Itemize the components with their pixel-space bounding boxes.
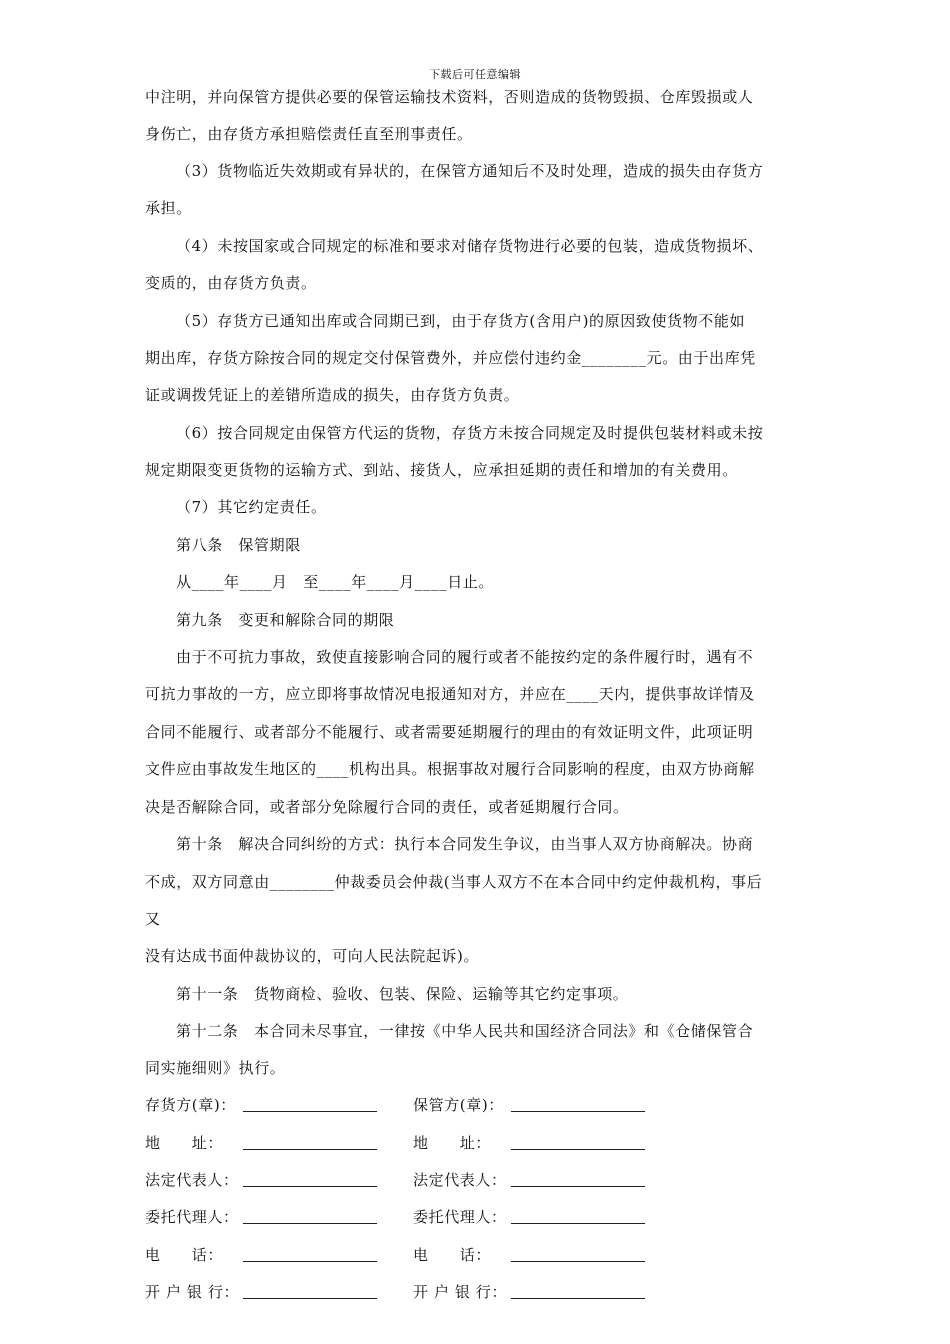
signature-label: 委托代理人： bbox=[413, 1208, 507, 1226]
paragraph-line: （5）存货方已通知出库或合同期已到，由于存货方(含用户)的原因致使货物不能如 bbox=[176, 312, 746, 330]
signature-field bbox=[413, 1133, 653, 1157]
paragraph-line: 决是否解除合同，或者部分免除履行合同的责任，或者延期履行合同。 bbox=[145, 798, 629, 816]
signature-label: 法定代表人： bbox=[145, 1171, 239, 1189]
signature-label: 存货方(章)： bbox=[145, 1096, 236, 1114]
paragraph-line: 没有达成书面仲裁协议的，可向人民法院起诉)。 bbox=[145, 947, 480, 965]
paragraph-line: 规定期限变更货物的运输方式、到站、接货人，应承担延期的责任和增加的有关费用。 bbox=[145, 461, 738, 479]
signature-blank-line bbox=[243, 1149, 377, 1150]
paragraph-line: 证或调拨凭证上的差错所造成的损失，由存货方负责。 bbox=[145, 386, 520, 404]
paragraph-line: （3）货物临近失效期或有异状的，在保管方通知后不及时处理，造成的损失由存货方 bbox=[176, 162, 764, 180]
section-heading: 第八条 保管期限 bbox=[176, 536, 301, 554]
page-header: 下载后可任意编辑 bbox=[429, 68, 521, 81]
paragraph-line: 中注明，并向保管方提供必要的保管运输技术资料，否则造成的货物毁损、仓库毁损或人 bbox=[145, 88, 754, 106]
paragraph-line: 变质的，由存货方负责。 bbox=[145, 274, 317, 292]
signature-label: 法定代表人： bbox=[413, 1171, 507, 1189]
signature-label: 地 址： bbox=[413, 1134, 492, 1152]
signature-field bbox=[145, 1170, 385, 1194]
signature-label: 电 话： bbox=[413, 1246, 492, 1264]
signature-blank-line bbox=[511, 1186, 645, 1187]
signature-label: 委托代理人： bbox=[145, 1208, 239, 1226]
paragraph-line: 合同不能履行、或者部分不能履行、或者需要延期履行的理由的有效证明文件，此项证明 bbox=[145, 723, 754, 741]
paragraph-line: 由于不可抗力事故，致使直接影响合同的履行或者不能按约定的条件履行时，遇有不 bbox=[176, 648, 754, 666]
signature-blank-line bbox=[243, 1223, 377, 1224]
signature-blank-line bbox=[511, 1261, 645, 1262]
signature-field bbox=[145, 1095, 385, 1119]
section-heading: 第九条 变更和解除合同的期限 bbox=[176, 611, 395, 629]
signature-field bbox=[145, 1245, 385, 1269]
signature-label: 开 户 银 行： bbox=[413, 1283, 508, 1301]
signature-label: 开 户 银 行： bbox=[145, 1283, 240, 1301]
signature-label: 地 址： bbox=[145, 1134, 224, 1152]
signature-blank-line bbox=[243, 1186, 377, 1187]
paragraph-line: 又 bbox=[145, 910, 161, 928]
signature-field bbox=[413, 1170, 653, 1194]
paragraph-line: 身伤亡，由存货方承担赔偿责任直至刑事责任。 bbox=[145, 125, 473, 143]
paragraph-line: 承担。 bbox=[145, 199, 192, 217]
signature-blank-line bbox=[243, 1261, 377, 1262]
signature-blank-line bbox=[511, 1149, 645, 1150]
paragraph-line: 可抗力事故的一方，应立即将事故情况电报通知对方，并应在____天内，提供事故详情及 bbox=[145, 685, 755, 703]
signature-field bbox=[413, 1207, 653, 1231]
paragraph-line: （7）其它约定责任。 bbox=[176, 498, 327, 516]
signature-blank-line bbox=[243, 1298, 377, 1299]
signature-blank-line bbox=[243, 1111, 377, 1112]
signature-field bbox=[145, 1282, 385, 1306]
signature-label: 电 话： bbox=[145, 1246, 224, 1264]
signature-label: 保管方(章)： bbox=[413, 1096, 504, 1114]
signature-field bbox=[413, 1095, 653, 1119]
paragraph-line: 不成，双方同意由________仲裁委员会仲裁(当事人双方不在本合同中约定仲裁机构，事后 bbox=[145, 873, 763, 891]
paragraph-line: 文件应由事故发生地区的____机构出具。根据事故对履行合同影响的程度，由双方协商解 bbox=[145, 760, 755, 778]
signature-field bbox=[145, 1207, 385, 1231]
signature-blank-line bbox=[511, 1298, 645, 1299]
paragraph-line: （6）按合同规定由保管方代运的货物，存货方未按合同规定及时提供包装材料或未按 bbox=[176, 424, 764, 442]
signature-blank-line bbox=[511, 1223, 645, 1224]
paragraph-line: 第十条 解决合同纠纷的方式：执行本合同发生争议，由当事人双方协商解决。协商 bbox=[176, 835, 754, 853]
paragraph-line: 期出库，存货方除按合同的规定交付保管费外，并应偿付违约金________元。由于出库凭 bbox=[145, 349, 756, 367]
paragraph-line: 第十一条 货物商检、验收、包装、保险、运输等其它约定事项。 bbox=[176, 985, 629, 1003]
paragraph-line: 从____年____月 至____年____月____日止。 bbox=[176, 573, 495, 591]
paragraph-line: 同实施细则》执行。 bbox=[145, 1059, 286, 1077]
signature-blank-line bbox=[511, 1111, 645, 1112]
paragraph-line: （4）未按国家或合同规定的标准和要求对储存货物进行必要的包装，造成货物损坏、 bbox=[176, 237, 764, 255]
signature-field bbox=[413, 1245, 653, 1269]
signature-field bbox=[413, 1282, 653, 1306]
signature-field bbox=[145, 1133, 385, 1157]
paragraph-line: 第十二条 本合同未尽事宜，一律按《中华人民共和国经济合同法》和《仓储保管合 bbox=[176, 1022, 754, 1040]
